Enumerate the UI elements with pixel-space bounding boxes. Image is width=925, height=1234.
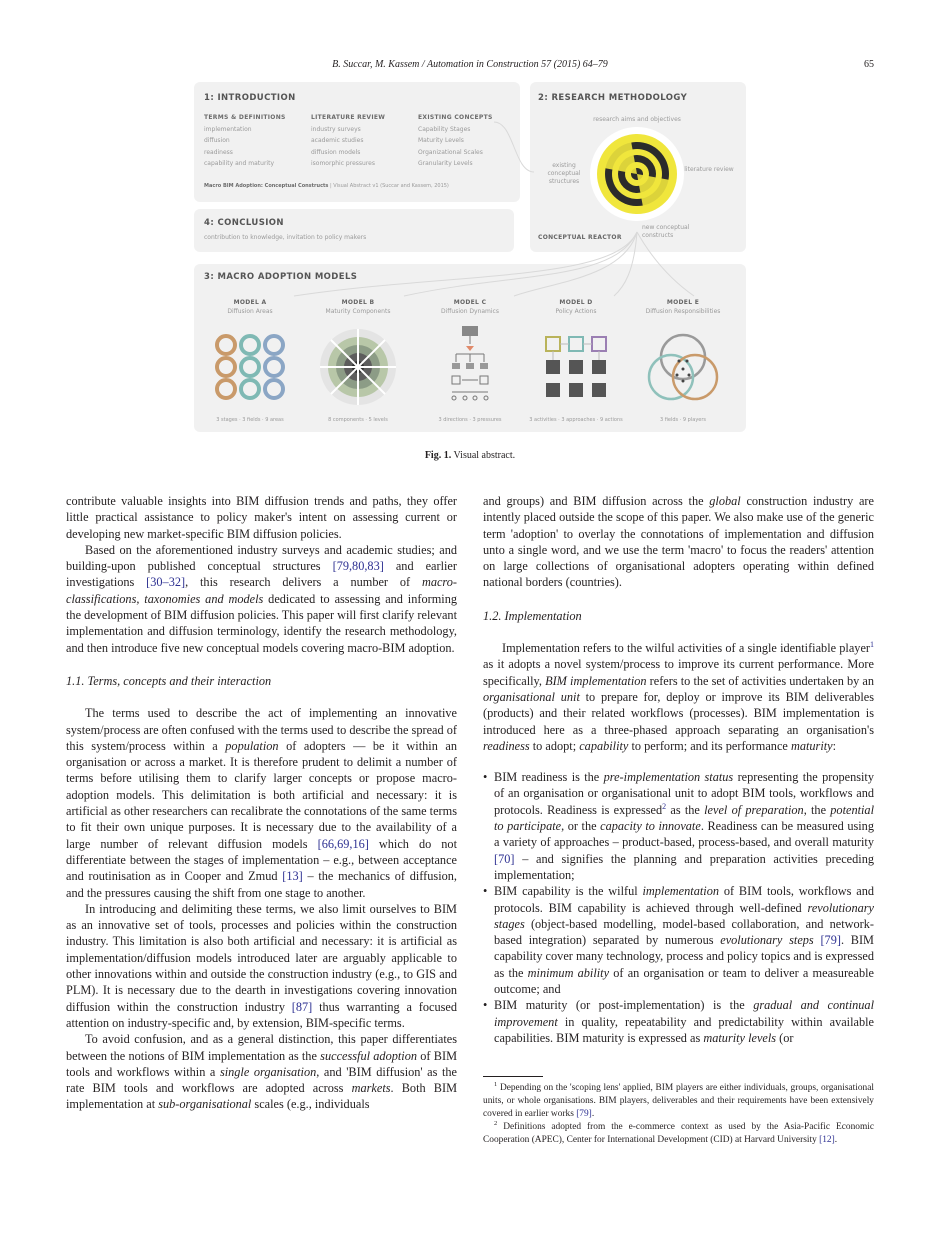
bullet-list [483,769,874,1046]
model-d-grid [546,337,606,397]
footnote [483,1121,874,1147]
model-c-diagram [452,326,488,400]
intro-footer-rest: | Visual Abstract v1 (Succar and Kassem, 2015) [330,183,449,189]
visual-abstract-figure [194,82,746,432]
model-d-subtitle: Policy Actions [555,308,597,315]
emphasis: global [709,494,741,508]
emphasis: single organisation [219,1064,317,1079]
text-run: BIM maturity (or post-implementation) is the [494,998,754,1013]
citation-link[interactable]: [79,80,83] [332,559,384,574]
intro-item: readiness [204,148,233,156]
emphasis: organisational unit [483,689,580,704]
emphasis: markets [351,1081,391,1096]
right-column [483,493,874,1046]
text-run: as the [666,802,705,817]
text-run: of an organisation or team to deliver a measureable outcome; and [494,965,874,997]
left-column [66,493,457,1113]
section-heading: 1.2. Implementation [483,608,582,623]
intro-column-concepts [418,112,518,170]
text-run: . BIM capability cover many technology, process and policy topics and is expressed as the [494,933,874,980]
citation-link[interactable]: [66,69,16] [317,836,369,851]
literature-review-label: literature review [684,166,734,173]
paragraph [66,493,457,542]
citation-link[interactable]: [79] [576,1109,592,1119]
text-run: . Both BIM implementation at [66,1081,458,1112]
text-run: , this research delivers a number of [185,575,422,590]
intro-footer [204,183,516,189]
text-run: The terms used to describe the act of implementing an innovative system/process are often confused with the terms used to describe the spread of this system/process within a [66,706,457,753]
emphasis: potential to participate [494,802,874,834]
paragraph [66,705,457,901]
emphasis: capability [579,738,629,753]
text-run: to prepare for, deploy or improve its BIM deliverables (products) and their related workflows (processes). BIM implementation is introduced here as a three-phased approach separating an organisation's [483,689,874,737]
introduction-title: 1: INTRODUCTION [204,93,296,103]
citation-link[interactable]: [79] [820,933,841,948]
figure-caption [66,450,874,461]
model-c-subtitle: Diffusion Dynamics [441,308,499,315]
paragraph [483,640,874,754]
footnote-number: 2 [494,1119,498,1127]
emphasis: gradual and continual improvement [494,998,874,1029]
text-run: which do not differentiate between the stages of implementation – e.g., between acceptance and routinisation as in Cooper and Zmud [66,836,457,884]
intro-column-heading: LITERATURE REVIEW [311,114,386,121]
emphasis: maturity levels [703,1030,777,1045]
text-run: , the [803,802,831,817]
citation-link[interactable]: [13] [282,869,303,884]
text-run: In introducing and delimiting these terms, we also limit ourselves to BIM as an innovative set of tools, processes and policies within the construction industry. This limitation is also both artificial and necessary: it is artificial as implementation/diffusion models introduced later are arguably applicable to other innovations within and outside the construction industry (e.g., to GIS and PLM). It is necessary due to the dearth in investigations covering innovation diffusion within the construction industry [66,901,457,1014]
model-b-caption: 8 components · 5 levels [328,417,388,423]
paragraph [483,493,874,591]
text-run: , and 'BIM diffusion' as the rate BIM tools and workflows are adopted across [66,1064,457,1096]
text-run: thus warranting a focused attention on industry-specific and, by extension, BIM-specific terms. [66,999,457,1030]
emphasis: implementation [642,884,719,899]
text-run: as it adopts a novel system/process to improve its current performance. More specifically, [483,657,874,688]
citation-link[interactable]: [70] [494,851,515,866]
conclusion-text: contribution to knowledge, invitation to policy makers [204,234,367,241]
text-run: and groups) and BIM diffusion across the [483,494,710,508]
model-b-heading [306,298,410,316]
footnotes [483,1076,874,1147]
emphasis: population [225,738,279,753]
intro-item: implementation [204,125,252,133]
footnote-marker[interactable]: 2 [662,801,667,811]
model-a-rings [217,336,283,398]
intro-item: diffusion models [311,148,361,156]
emphasis: level of preparation [704,802,804,817]
emphasis: evolutionary steps [720,933,814,948]
text-run: scales (e.g., individuals [251,1097,370,1112]
intro-item: industry surveys [311,125,361,133]
text-run: Definitions adopted from the e-commerce context as used by the Asia-Pacific Economic Cooperation (APEC), Center for International Development (CID) at Harvard University [483,1122,875,1145]
emphasis: successful adoption [320,1048,418,1063]
intro-item: Capability Stages [418,125,471,133]
conclusion-title: 4: CONCLUSION [204,218,284,228]
conceptual-reactor-icon [590,127,684,221]
emphasis: pre-implementation status [603,770,734,785]
model-c-name: MODEL C [453,299,487,306]
text-run: representing the propensity of an organisation or organisational unit to adopt BIM tools, workflows and protocols. Readiness is expressed [494,770,874,817]
intro-item: Maturity Levels [418,137,464,144]
section-heading: 1.1. Terms, concepts and their interaction [66,673,272,688]
text-run: of BIM tools, workflows and protocols. BIM capability is achieved through well-defined [494,884,874,915]
intro-footer-bold: Macro BIM Adoption: Conceptual Constructs [204,183,329,189]
model-a-caption: 3 stages · 3 fields · 9 areas [216,417,284,423]
text-run: refers to the set of activities undertaken by an [646,673,874,688]
footnote-number: 1 [494,1080,498,1088]
text-run: Depending on the 'scoping lens' applied, BIM players are either individuals, groups, organisational units, or whole organisations. BIM players, deliverables and their requirements have been extensively covered in earlier works [483,1083,874,1119]
page-number: 65 [864,59,874,70]
text-run: . Readiness can be measured using a variety of approaches – product-based, process-based, and overall maturity [494,819,874,850]
model-e-caption: 3 fields · 9 players [659,417,707,423]
model-d-name: MODEL D [559,299,593,306]
emphasis: revolutionary stages [494,900,874,931]
intro-item: Organizational Scales [418,148,483,156]
text-run: (object-based modelling, model-based collaboration, and network-based integration) separated by numerous [494,916,874,948]
text-run: To avoid confusion, and as a general distinction, this paper differentiates between the notions of BIM implementation as the [66,1032,457,1063]
text-run: – the mechanics of diffusion, and the pressures causing the shift from one stage to another. [66,869,457,900]
text-run: dedicated to assessing and informing the development of BIM diffusion policies. This paper will first clarify relevant implementation and diffusion terminology, identify the research methodology, and then introduce five new conceptual models covering macro-BIM adoption. [66,591,457,655]
list-item [483,883,874,997]
emphasis: minimum ability [527,965,610,980]
paragraph [66,1031,457,1112]
conceptual-reactor-label: CONCEPTUAL REACTOR [538,234,622,241]
text-run: in quality, repeatability and predictability within available capabilities. BIM maturity is expressed as [494,1014,874,1045]
paragraph [66,542,457,656]
citation-link[interactable]: [30–32] [146,575,186,590]
text-run: construction industry are intently placed outside the scope of this paper. We also make use of the generic term 'adoption' to overlay the connotations of implementation and diffusion unto a single word, and we use the term 'macro' to focus the readers' attention on large collections of organisational adopters operating within defined national borders (countries). [483,494,874,590]
list-item [483,769,874,883]
model-a-heading [198,298,302,316]
text-run: Based on the aforementioned industry surveys and academic studies; and building-upon published conceptual structures [66,542,457,574]
existing-structures-label: existing conceptual structures [547,162,581,185]
figure-caption-text: Visual abstract. [453,450,516,461]
intro-item: academic studies [311,137,364,144]
model-c-caption: 3 directions · 3 pressures [438,417,502,423]
list-item [483,997,874,1046]
model-a-name: MODEL A [233,299,267,306]
text-run: BIM readiness is the [494,770,604,785]
footnote-rule [483,1076,543,1077]
intro-item: capability and maturity [204,160,274,167]
intro-column-heading: EXISTING CONCEPTS [418,114,493,121]
research-aims-label: research aims and objectives [593,116,681,123]
intro-column-terms [204,112,308,170]
running-head [66,59,874,73]
model-b-subtitle: Maturity Components [325,308,391,315]
model-e-venn [649,335,717,399]
intro-column-literature [311,112,415,170]
text-run: . [591,1109,595,1119]
figure-label: Fig. 1. [424,450,452,461]
intro-column-heading: TERMS & DEFINITIONS [204,114,286,121]
emphasis: maturity [790,738,833,753]
models-title: 3: MACRO ADOPTION MODELS [204,272,358,282]
emphasis: macro-classifications, taxonomies and models [66,575,457,606]
text-run: of BIM tools and workflows within a [66,1048,457,1079]
model-e-heading [631,298,735,316]
citation-link[interactable]: [87] [291,999,313,1014]
text-run: Implementation refers to the wilful activities of a single identifiable player [502,641,870,656]
emphasis: BIM implementation [545,673,647,688]
text-run: to adopt; [529,738,580,753]
model-e-subtitle: Diffusion Responsibilities [645,308,721,315]
text-run: (or [776,1030,794,1045]
journal-citation: B. Succar, M. Kassem / Automation in Construction 57 (2015) 64–79 [332,59,608,70]
footnote-marker[interactable]: 1 [870,639,874,649]
new-constructs-label: new conceptual constructs [642,224,690,239]
text-run: contribute valuable insights into BIM diffusion trends and paths, they offer little practical assistance to policy maker's intent on assessing current or developing new market-specific BIM diffusion policies. [66,494,457,541]
emphasis: capacity to innovate [600,819,701,834]
text-run: : [832,738,837,753]
intro-item: diffusion [204,137,230,144]
text-run: and earlier investigations [66,559,457,590]
emphasis: sub-organisational [158,1097,252,1112]
model-b-wheel [320,329,396,405]
intro-item: Granularity Levels [418,160,473,167]
methodology-title: 2: RESEARCH METHODOLOGY [538,93,688,103]
model-e-name: MODEL E [666,299,700,306]
paragraph [66,901,457,1031]
text-run: , or the [561,819,601,834]
model-c-heading [418,298,522,316]
intro-item: isomorphic pressures [311,160,375,167]
model-b-name: MODEL B [341,299,375,306]
text-run: BIM capability is the wilful [494,884,643,899]
text-run: to perform; and its performance [628,738,791,753]
model-d-caption: 3 activities · 3 approaches · 9 actions [529,417,623,423]
footnote [483,1082,874,1121]
text-run: of adopters — be it within an organisation or across a market. It is therefore prudent to delimit a number of terms before utilising them to clarify larger concepts or propose macro-adoption models. This delimitation is both artificial and necessary: it is artificial as other researchers can recalibrate the connotations of the same terms to fit their own unique purposes. It is necessary due to the availability of a large number of relevant diffusion models [66,738,457,851]
citation-link[interactable]: [12] [819,1135,835,1145]
emphasis: readiness [483,738,530,753]
text-run: . [834,1135,838,1145]
text-run: – and signifies the planning and preparation activities preceding implementation; [494,851,874,882]
model-a-subtitle: Diffusion Areas [227,308,273,315]
model-d-heading [524,298,628,316]
